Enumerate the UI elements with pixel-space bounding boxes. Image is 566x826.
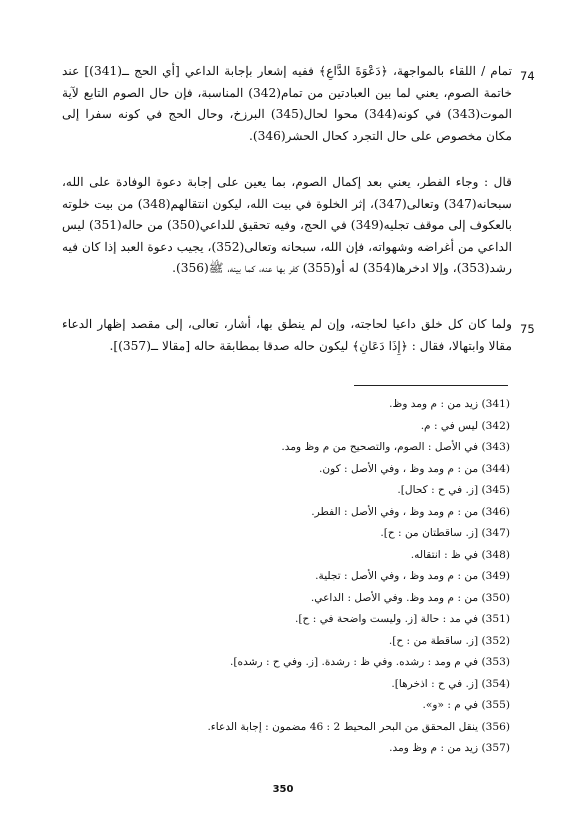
paragraph-number: 74 — [520, 69, 535, 83]
footnote: (343) في الأصل : الصوم، والتصحيح من م وظ ومد. — [281, 441, 510, 453]
footnote: (353) في م ومد : رشده. وفي ظ : رشدة. [ز. وفي ح : رشده]. — [230, 656, 510, 668]
footnote: (352) [ز. ساقطة من : ح]. — [388, 634, 510, 647]
footnote: (347) [ز. ساقطتان من : ح]. — [380, 527, 510, 539]
footnote: (356) ينقل المحقق من البحر المحيط 2 : 46 مضمون : إجابة الدعاء. — [207, 720, 510, 733]
paragraph-74: تمام / اللقاء بالمواجهة، ﴿دَعْوَةَ الدَّاعِ﴾ ففيه إشعار بإجابة الداعي [أي الحج ــ(341)] عند خاتمة الصوم، يعني لما بين العبادتين من تمام(342) المناسبة، فإن حال الصوم التابع لآية الموت(343) في كونه(344) محوا لحال(345) البرزخ، وحال الحج في كونه سفرا إلى مكان مخصوص على حال التجرد كحال الحشر(346). — [62, 64, 512, 143]
footnote: (357) زيد من : م وظ ومد. — [389, 742, 510, 754]
footnote: (355) في م : «و». — [422, 699, 510, 711]
footnote: (344) من : م ومد وظ ، وفي الأصل : كون. — [319, 462, 510, 475]
footnote: (346) من : م ومد وظ ، وفي الأصل : الفطر. — [311, 505, 510, 518]
page-number: 350 — [272, 784, 294, 795]
footnote: (342) ليس في : م. — [420, 419, 510, 432]
footnote: (351) في مد : حالة [ز. وليست واضحة في : ح]. — [295, 613, 510, 625]
footnote: (345) [ز. في ح : كحال]. — [397, 484, 510, 496]
footnote: (354) [ز. في ح : اذخرها]. — [391, 677, 510, 690]
footnote: (350) من : م ومد وظ. وفي الأصل : الداعي. — [310, 591, 510, 604]
footnote: (341) زيد من : م ومد وظ. — [389, 398, 510, 410]
footnotes-list — [40, 394, 510, 760]
footnote: (349) من : م ومد وظ ، وفي الأصل : تجلية. — [315, 570, 510, 582]
paragraph-75: ولما كان كل خلق داعيا لحاجته، وإن لم ينطق بها، أشار، تعالى، إلى مقصد إظهار الدعاء مقالا وابتهالا، فقال : ﴿إِذَا دَعَانِ﴾ ليكون حاله صدقا بمطابقة حاله [مقالا ــ(357)]. — [62, 317, 512, 353]
paragraph-qal: قال : وجاء الفطر، يعني بعد إكمال الصوم، بما يعين على إجابة دعوة الوفادة على الله، سبحانه(347) وتعالى(347)، إثر الخلوة في بيت الله، ليكون انتقالهم(348) من بيت خلوته بالعكوف إلى موقف تجليه(349) في الحج، وفيه تحقيق للداعي(350) من حاله(351) ليس الداعي من أغراضه وشهواته، فإن الله، سبحانه وتعالى(352)، يجيب دعوة العبد إذا كان فيه رشد(353)، وإلا ادخرها(354) له أو(355) كفر بها عنه، كما بينه، ﷺ(356). — [62, 175, 513, 275]
footnote-separator — [354, 385, 508, 386]
footnote: (348) في ظ : انتقاله. — [410, 548, 510, 561]
paragraph-number: 75 — [520, 322, 535, 336]
